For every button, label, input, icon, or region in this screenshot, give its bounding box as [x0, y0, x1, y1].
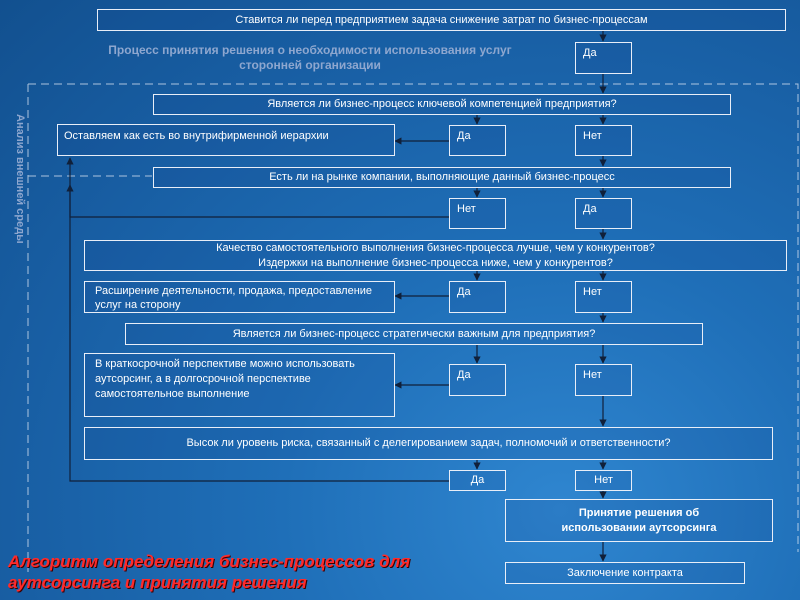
question-risk-level: Высок ли уровень риска, связанный с делегированием задач, полномочий и ответственности? [84, 427, 773, 460]
result-short-term-outsourcing: В краткосрочной перспективе можно использовать аутсорсинг, а в долгосрочной перспективе самостоятельное выполнение [84, 353, 395, 417]
answer-no-risk: Нет [575, 470, 632, 491]
answer-no-strategic: Нет [575, 364, 632, 396]
answer-no-quality: Нет [575, 281, 632, 313]
external-environment-label: Анализ внешней среды [14, 114, 26, 244]
decision-use-outsourcing: Принятие решения об использовании аутсорсинга [505, 499, 773, 542]
question-key-competence: Является ли бизнес-процесс ключевой компетенцией предприятия? [153, 94, 731, 115]
answer-yes-market: Да [575, 198, 632, 229]
page-title: Процесс принятия решения о необходимости использования услуг сторонней организации [108, 43, 512, 72]
slide-caption: Алгоритм определения бизнес-процессов для аутсорсинга и принятия решения [8, 552, 411, 592]
question-cost-reduction: Ставится ли перед предприятием задача снижение затрат по бизнес-процессам [97, 9, 786, 31]
result-leave-in-house: Оставляем как есть во внутрифирменной иерархии [57, 124, 395, 156]
answer-yes-risk: Да [449, 470, 506, 491]
answer-no-market: Нет [449, 198, 506, 229]
question-market-companies: Есть ли на рынке компании, выполняющие данный бизнес-процесс [153, 167, 731, 188]
result-expansion: Расширение деятельности, продажа, предоставление услуг на сторону [84, 281, 395, 313]
answer-yes-strategic: Да [449, 364, 506, 396]
answer-yes-cost: Да [575, 42, 632, 74]
question-quality-line: Качество самостоятельного выполнения бизнес-процесса лучше, чем у конкурентов? [216, 241, 655, 254]
result-sign-contract: Заключение контракта [505, 562, 745, 584]
question-strategic-importance: Является ли бизнес-процесс стратегически важным для предприятия? [125, 323, 703, 345]
answer-yes-competence: Да [449, 125, 506, 156]
answer-no-competence: Нет [575, 125, 632, 156]
answer-yes-quality: Да [449, 281, 506, 313]
question-quality-costs [84, 240, 787, 271]
question-costs-line: Издержки на выполнение бизнес-процесса ниже, чем у конкурентов? [258, 256, 613, 269]
